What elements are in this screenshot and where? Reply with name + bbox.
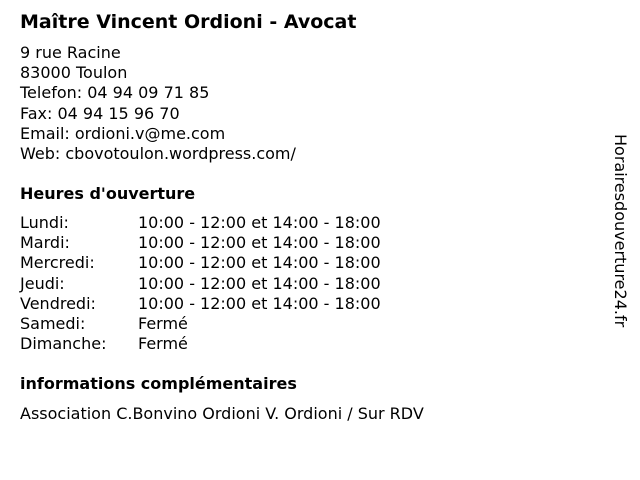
day-label: Vendredi: [20,293,96,313]
business-title: Maître Vincent Ordioni - Avocat [20,11,357,33]
opening-hours-heading: Heures d'ouverture [20,184,196,203]
day-label: Lundi: [20,213,69,232]
hours-row-sunday [20,334,381,354]
time-value: Fermé [138,334,188,354]
day-label: Mercredi: [20,253,95,273]
contact-block [20,43,296,164]
site-watermark: Horairesdouverture24.fr [611,134,630,328]
hours-row-friday [20,294,381,314]
hours-row-thursday [20,274,381,294]
day-label: Samedi: [20,314,86,334]
day-label: Dimanche: [20,334,107,354]
day-label: Mardi: [20,233,70,253]
time-value: 10:00 - 12:00 et 14:00 - 18:00 [138,213,381,232]
email-address: Email: ordioni.v@me.com [20,123,226,143]
hours-row-saturday [20,314,381,334]
day-label: Jeudi: [20,273,65,293]
fax-number: Fax: 04 94 15 96 70 [20,103,180,123]
time-value: 10:00 - 12:00 et 14:00 - 18:00 [138,253,381,273]
website-address: Web: cbovotoulon.wordpress.com/ [20,144,296,164]
additional-info-text: Association C.Bonvino Ordioni V. Ordioni / Sur RDV [20,404,424,423]
time-value: 10:00 - 12:00 et 14:00 - 18:00 [138,233,381,253]
hours-row-tuesday [20,233,381,253]
time-value: Fermé [138,314,188,334]
time-value: 10:00 - 12:00 et 14:00 - 18:00 [138,293,381,313]
hours-row-wednesday [20,253,381,273]
additional-info-heading: informations complémentaires [20,374,297,393]
opening-hours-table [20,213,381,354]
phone-number: Telefon: 04 94 09 71 85 [20,83,210,103]
hours-row-monday [20,213,381,233]
address-city: 83000 Toulon [20,63,128,83]
address-street: 9 rue Racine [20,43,121,62]
time-value: 10:00 - 12:00 et 14:00 - 18:00 [138,273,381,293]
